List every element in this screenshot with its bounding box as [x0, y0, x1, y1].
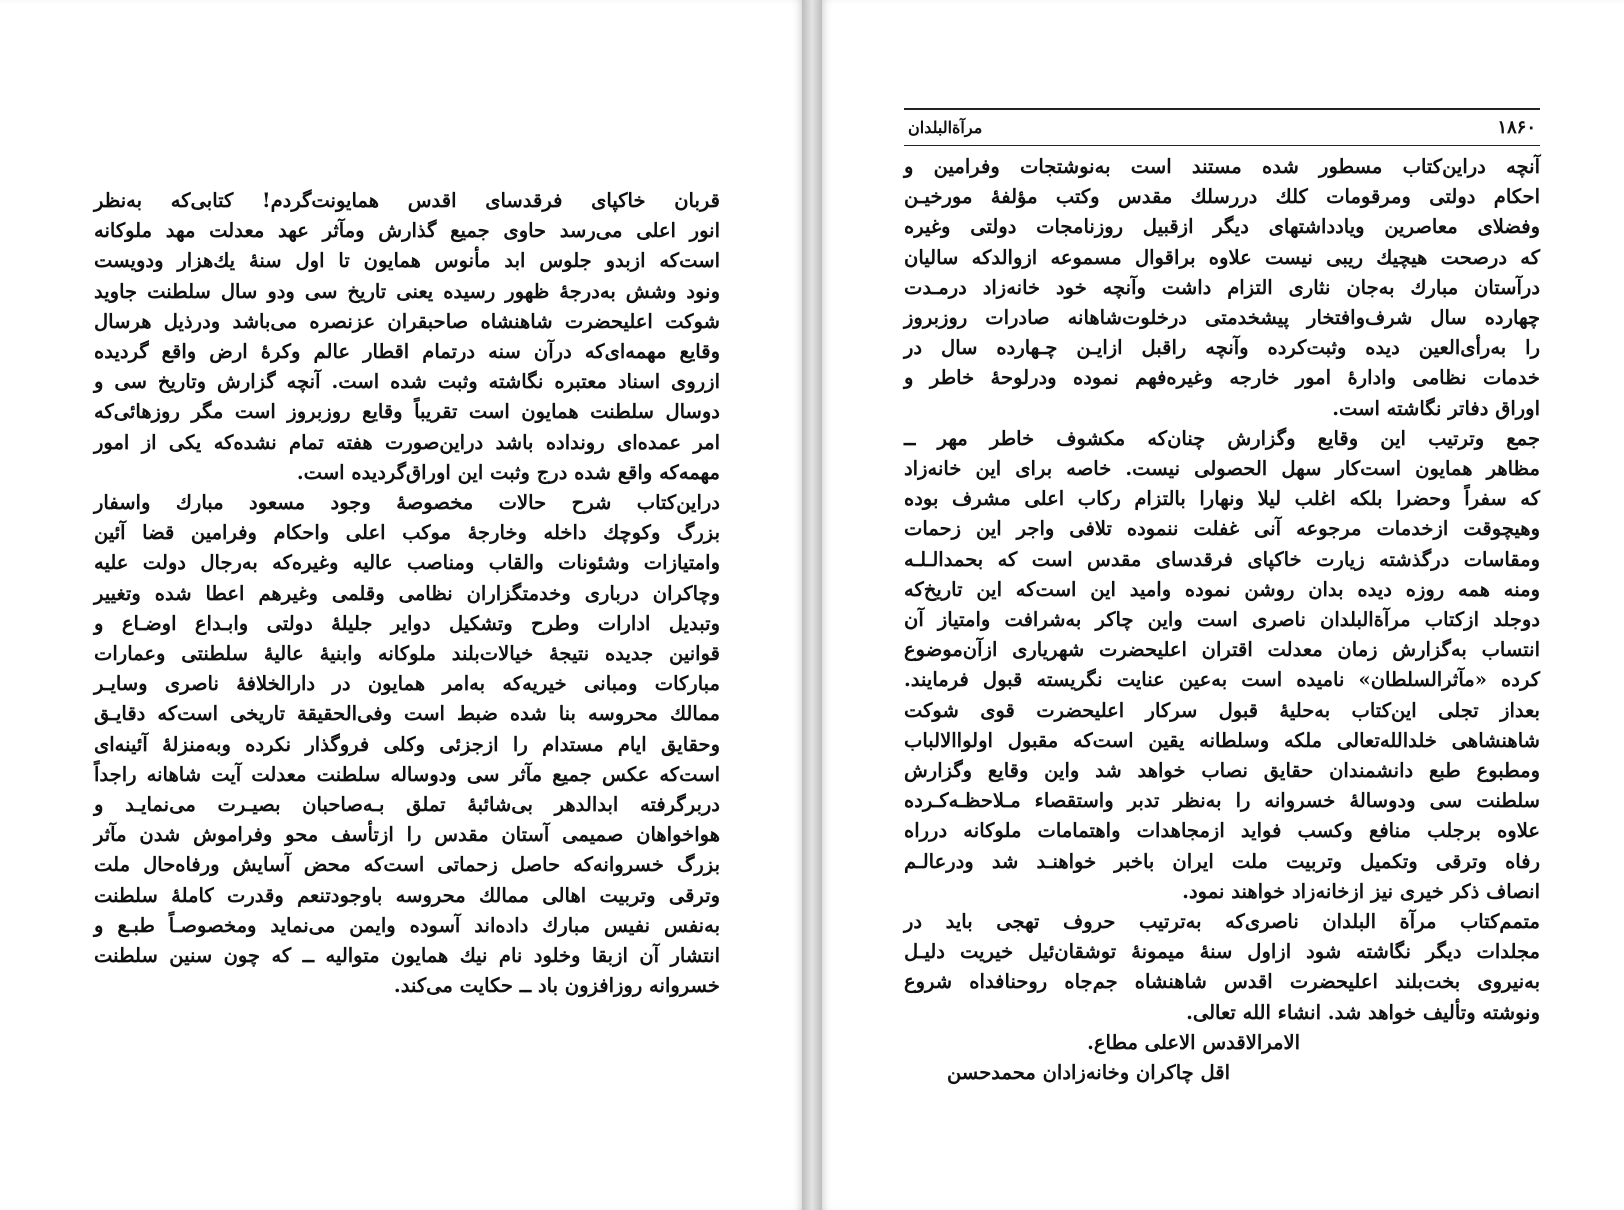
text-line: که درصحت هیچیك ریبی نیست علاوه براقوال مسموعه ازوالدکه سالیان — [904, 245, 1540, 269]
text-line: است‌که عکس جمیع مآثر سی ودوساله سلطنت معدلت آیت شاهانه راجداً — [94, 762, 720, 786]
text-line: وفضلای معاصرین ویادداشتهای دیگر ازقبیل روزنامجات دولتی وغیره — [904, 215, 1540, 239]
page-number: ۱۸۶۰ — [1497, 117, 1536, 138]
signature-line: اقل چاکران وخانه‌زادان محمدحسن — [946, 1061, 1230, 1085]
closing-line: الامرالاقدس الاعلی مطاع. — [1087, 1030, 1300, 1054]
text-line: ومنه همه روزه دیده بدان روشن نموده وامید این است‌که این تاریخ‌که — [904, 577, 1540, 601]
text-line: ممالك محروسه بنا شده ضبط است وفی‌الحقیقة تاریخی است‌که دقایـق — [94, 702, 720, 726]
text-line: متمم‌کتاب مرآة البلدان ناصری‌که به‌ترتیب حروف تهجی باید در — [904, 910, 1540, 934]
text-line: انتشار آن ازبقا وخلود نام نیك همایون متوالیه ــ که چون سنین سلطنت — [94, 944, 720, 968]
text-line: خدمات نظامی وادارهٔ امور خارجه وغیره‌فهم نموده ودرلوحهٔ خاطر و — [904, 366, 1540, 390]
text-line: رفاه وترقی وتکمیل وتربیت ملت ایران باخبر خواهنـد شد ودرعالـم — [904, 849, 1540, 873]
text-line: است‌که ازبدو جلوس ابد مأنوس همایون تا اول سنهٔ یك‌هزار ودویست — [94, 249, 720, 273]
text-line: سلطنت سی ودوسالهٔ خسروانه را به‌نظر تدبر واستقصاء مـلاحظـه‌کـرده — [904, 789, 1540, 813]
text-line: را به‌رأی‌العین دیده وثبت‌کرده وآنچه راقبل ازایـن چـهارده سال در — [904, 336, 1540, 360]
text-line: مجلدات دیگر نگاشته شود ازاول سنهٔ میمونهٔ توشقان‌ئیل خیریت دلیـل — [904, 940, 1540, 964]
text-line: وتبدیل ادارات وطرح وتشکیل دوایر جلیلهٔ دولتی وابـداع اوضـاع و — [94, 611, 720, 635]
text-line: کرده «مآثرالسلطان» نامیده است به‌عین عنایت نگریسته قبول فرمایند. — [904, 668, 1540, 692]
text-line: که سفراً وحضرا بلکه اغلب لیلا ونهارا بالتزام رکاب اعلی مشرف بوده — [904, 487, 1540, 511]
text-line: چهارده سال شرف‌وافتخار پیشخدمتی درخلوت‌شاهانه صادرات روزبروز — [904, 306, 1540, 330]
text-line: احکام دولتی ومرقومات کلك دررسلك مقدس وکتب مؤلفهٔ مورخیـن — [904, 185, 1540, 209]
left-page-text — [94, 186, 720, 1001]
running-title: مرآةالبلدان — [908, 118, 983, 137]
text-line: بزرگ وکوچك داخله وخارجهٔ موکب اعلی واحکام وفرامین قضا آئین — [94, 521, 720, 545]
text-line: بعداز تجلی این‌کتاب به‌حلیهٔ قبول سرکار اعلیحضرت قوی شوکت — [904, 698, 1540, 722]
text-line: قربان خاکپای فرقدسای اقدس همایونت‌گردم! کتابی‌که به‌نظر — [94, 189, 720, 212]
text-line: اوراق دفاتر نگاشته است. — [1332, 396, 1540, 420]
text-line: به‌نیروی بخت‌بلند اعلیحضرت اقدس شاهنشاه جم‌جاه روحنافداه شروع — [904, 970, 1540, 994]
text-line: آنچه دراین‌کتاب مسطور شده مستند است به‌نوشتجات وفرامین و — [904, 155, 1540, 178]
text-line: انور اعلی می‌رسد حاوی جمیع گذارش ومآثر عهد معدلت مهد ملوکانه — [94, 219, 720, 243]
text-line: وحقایق ایام مستدام را ازجزئی وکلی فروگذار نکرده وبه‌منزلهٔ آئینه‌ای — [94, 732, 721, 756]
text-line: دراین‌کتاب شرح حالات مخصوصهٔ وجود مسعود مبارك واسفار — [94, 491, 720, 515]
text-line: هواخواهان صمیمی آستان مقدس را ازتأسف محو وفراموش شدن مآثر — [94, 823, 720, 847]
text-line: قوانین جدیده نتیجهٔ خیالات‌بلند ملوکانه وابنیهٔ عالیهٔ سلطنتی وعمارات — [94, 642, 720, 666]
text-line: ونوشته وتألیف خواهد شد. انشاء الله تعالی. — [1186, 1000, 1540, 1024]
text-line: ازروی اسناد معتبره نگاشته وثبت شده است. آنچه گزارش وتاریخ سی و — [94, 370, 720, 394]
text-line: ومطبوع طبع دانشمندان حقایق نصاب خواهد شد واین وقایع وگزارش — [904, 759, 1540, 783]
text-line: خسروانه روزافزون باد ــ حکایت می‌کند. — [393, 974, 720, 998]
text-line: مظاهر همایون است‌کار سهل الحصولی نیست. خاصه برای این خانه‌زاد — [904, 457, 1540, 481]
text-line: وامتیازات وشئونات والقاب ومناصب عالیه وغیره‌که به‌رجال دولت علیه — [94, 551, 720, 575]
text-line: ومقاسات درگذشته زیارت خاکپای فرقدسای مقدس است که بحمدالـلـه — [904, 547, 1540, 571]
text-line: به‌نفس نفیس مبارك داده‌اند آسوده وایمن می‌نماید ومخصوصـاً طبـع و — [94, 913, 720, 937]
text-line: وهیچوقت ازخدمات مرجوعه آنی غفلت ننموده تلافی واجر این زحمات — [904, 517, 1540, 541]
text-line: انصاف ذکر خیری نیز ازخانه‌زاد خواهند نمود. — [1182, 879, 1540, 903]
text-line: وقایع مهمه‌ای‌که درآن سنه درتمام اقطار عالم وکرهٔ ارض واقع گردیده — [94, 340, 720, 364]
text-line: ونود وشش به‌درجهٔ ظهور رسیده یعنی تاریخ سی ودو سال سلطنت جاوید — [94, 279, 720, 303]
text-line: امر عمده‌ای رونداده باشد دراین‌صورت هفته تمام نشده‌که یکی از امور — [94, 430, 720, 454]
text-line: وترقی وتربیت اهالی ممالك محروسه باوجودتنعم وقدرت کاملهٔ سلطنت — [94, 883, 720, 907]
text-line: شاهنشاهی خلدالله‌تعالی ملکه وسلطانه یقین است‌که مقبول اولواالالباب — [904, 728, 1540, 752]
text-line: شوکت اعلیحضرت شاهنشاه صاحبقران عزنصره می‌باشد ودرذیل هرسال — [94, 309, 720, 333]
text-line: دوسال سلطنت همایون است تقریباً وقایع روزبروز است مگر روزهائی‌که — [94, 400, 720, 424]
text-line: انتساب به‌گزارش زمان معدلت اقتران اعلیحضرت شهریاری ازآن‌موضوع — [904, 638, 1540, 662]
text-line: جمع وترتیب این وقایع وگزارش چنان‌که مکشوف خاطر مهر ــ — [904, 426, 1540, 450]
text-line: مبارکات ومبانی خیریه‌که به‌امر همایون در دارالخلافهٔ ناصری وسایـر — [94, 672, 720, 696]
text-line: درآستان مبارك به‌جان نثاری التزام داشت وآنچه خود خانه‌زاد درمـدت — [904, 275, 1540, 299]
running-header — [904, 108, 1540, 146]
text-line: علاوه برجلب منافع وکسب فواید ازمجاهدات واهتمامات ملوکانه درراه — [904, 819, 1540, 843]
book-gutter — [802, 0, 822, 1210]
right-page-text — [904, 152, 1540, 1088]
text-line: دوجلد ازکتاب مرآةالبلدان ناصری است واین چاکر به‌شرافت وامتیاز آن — [904, 608, 1540, 632]
text-line: دربرگرفته ابدالدهر بی‌شائبهٔ تملق بـه‌صاحبان بصیـرت می‌نمایـد و — [94, 793, 720, 817]
text-line: بزرگ خسروانه‌که حاصل زحماتی است‌که محض آسایش ورفاه‌حال ملت — [94, 853, 720, 877]
text-line: مهمه‌که واقع شده درج وثبت این اوراق‌گردیده است. — [296, 460, 720, 484]
text-line: وچاکران درباری وخدمتگزاران نظامی وقلمی وغیرهم اعطا شده وتغییر — [94, 581, 720, 605]
